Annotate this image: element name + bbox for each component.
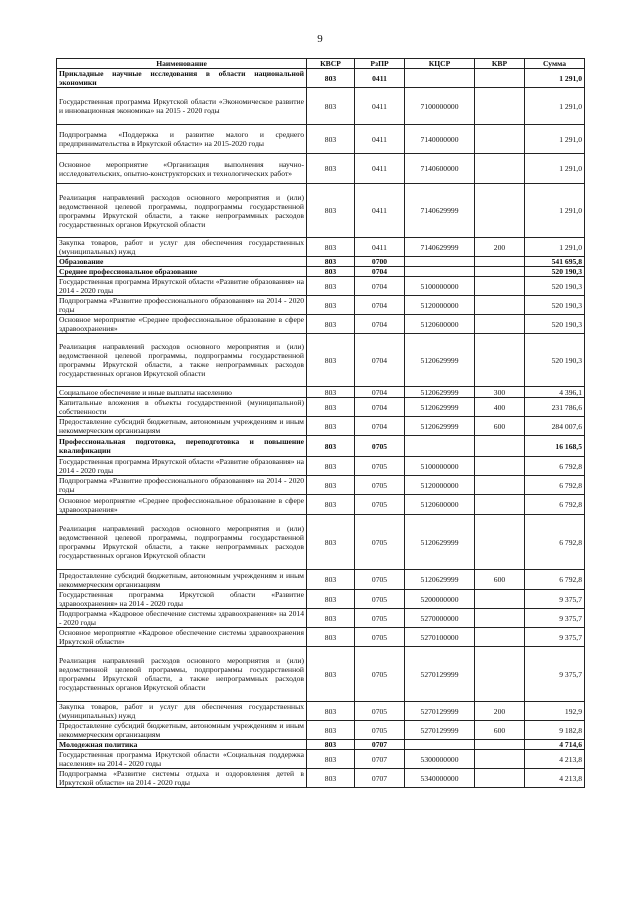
row-name: Государственная программа Иркутской области «Развитие образования» на 2014 - 2020 годы (57, 277, 307, 296)
row-kvr (475, 267, 525, 277)
row-kvr (475, 277, 525, 296)
row-kcsr: 5120629999 (405, 515, 475, 570)
row-rzpr: 0705 (355, 590, 405, 609)
row-sum: 9 375,7 (525, 647, 585, 702)
row-name: Предоставление субсидий бюджетным, автономным учреждениям и иным некоммерческим организациям (57, 417, 307, 436)
row-kvsr: 803 (307, 457, 355, 476)
row-kvr (475, 476, 525, 495)
row-rzpr: 0705 (355, 570, 405, 590)
budget-table (56, 58, 585, 788)
row-rzpr: 0705 (355, 609, 405, 628)
page-number: 9 (317, 33, 323, 45)
row-kvsr: 803 (307, 721, 355, 740)
row-kvsr: 803 (307, 628, 355, 647)
row-rzpr: 0704 (355, 296, 405, 315)
row-kcsr: 5120000000 (405, 296, 475, 315)
row-sum: 4 714,6 (525, 740, 585, 750)
row-sum: 16 168,5 (525, 436, 585, 457)
row-sum: 6 792,8 (525, 495, 585, 515)
row-kvsr: 803 (307, 334, 355, 387)
row-kcsr: 5120629999 (405, 398, 475, 417)
table-row (57, 721, 585, 740)
row-sum: 520 190,3 (525, 267, 585, 277)
row-rzpr: 0704 (355, 334, 405, 387)
row-kvr (475, 69, 525, 88)
row-name: Предоставление субсидий бюджетным, автономным учреждениям и иным некоммерческим организациям (57, 570, 307, 590)
table-row (57, 315, 585, 334)
row-name: Профессиональная подготовка, переподготовка и повышение квалификации (57, 436, 307, 457)
row-kcsr: 5300000000 (405, 750, 475, 769)
table-row (57, 125, 585, 154)
row-kvsr: 803 (307, 769, 355, 788)
row-name: Закупка товаров, работ и услуг для обеспечения государственных (муниципальных) нужд (57, 702, 307, 721)
row-name: Государственная программа Иркутской области «Экономическое развитие и инновационная экономика» на 2015 - 2020 годы (57, 88, 307, 125)
row-sum: 9 182,8 (525, 721, 585, 740)
row-kcsr: 5200000000 (405, 590, 475, 609)
header-kcsr: КЦСР (405, 59, 475, 69)
row-kcsr: 5120600000 (405, 495, 475, 515)
table-row (57, 417, 585, 436)
row-kcsr: 7140000000 (405, 125, 475, 154)
table-row (57, 750, 585, 769)
row-rzpr: 0707 (355, 769, 405, 788)
row-kvr: 400 (475, 398, 525, 417)
row-kvsr: 803 (307, 257, 355, 267)
row-kvr: 600 (475, 721, 525, 740)
row-kvsr: 803 (307, 609, 355, 628)
row-name: Капитальные вложения в объекты государственной (муниципальной) собственности (57, 398, 307, 417)
table-row (57, 277, 585, 296)
row-kvsr: 803 (307, 88, 355, 125)
row-kcsr (405, 257, 475, 267)
table-row (57, 702, 585, 721)
row-kvsr: 803 (307, 238, 355, 257)
row-kcsr: 7140600000 (405, 154, 475, 184)
row-sum: 6 792,8 (525, 457, 585, 476)
table-row (57, 457, 585, 476)
row-sum: 1 291,0 (525, 184, 585, 238)
row-sum: 6 792,8 (525, 476, 585, 495)
row-kcsr (405, 436, 475, 457)
table-row (57, 334, 585, 387)
row-kcsr: 5120629999 (405, 334, 475, 387)
row-kvr: 600 (475, 417, 525, 436)
table-row (57, 398, 585, 417)
header-rzpr: РзПР (355, 59, 405, 69)
row-name: Молодежная политика (57, 740, 307, 750)
row-kvr (475, 315, 525, 334)
row-kvsr: 803 (307, 702, 355, 721)
row-rzpr: 0704 (355, 267, 405, 277)
row-rzpr: 0705 (355, 515, 405, 570)
row-name: Государственная программа Иркутской области «Развитие образования» на 2014 - 2020 годы (57, 457, 307, 476)
row-kcsr (405, 740, 475, 750)
row-kvsr: 803 (307, 436, 355, 457)
row-rzpr: 0705 (355, 476, 405, 495)
row-kvr (475, 125, 525, 154)
row-kvsr: 803 (307, 476, 355, 495)
row-name: Основное мероприятие «Организация выполнения научно-исследовательских, опытно-конструкторских и технологических работ» (57, 154, 307, 184)
row-kvsr: 803 (307, 296, 355, 315)
row-name: Предоставление субсидий бюджетным, автономным учреждениям и иным некоммерческим организациям (57, 721, 307, 740)
row-rzpr: 0704 (355, 315, 405, 334)
row-kvr (475, 609, 525, 628)
table-row (57, 609, 585, 628)
table-row (57, 184, 585, 238)
table-row (57, 387, 585, 398)
row-sum: 6 792,8 (525, 515, 585, 570)
row-name: Реализация направлений расходов основного мероприятия и (или) ведомственной целевой программы, подпрограммы государственной программы Иркутской области, а также непрограммных расходов государственных органов Иркутской области (57, 515, 307, 570)
row-sum: 1 291,0 (525, 69, 585, 88)
row-name: Реализация направлений расходов основного мероприятия и (или) ведомственной целевой программы, подпрограммы государственной программы Иркутской области, а также непрограммных расходов государственных органов Иркутской области (57, 184, 307, 238)
table-row (57, 628, 585, 647)
row-kcsr: 5270000000 (405, 609, 475, 628)
row-kvr (475, 296, 525, 315)
row-rzpr: 0705 (355, 628, 405, 647)
table-row (57, 257, 585, 267)
table-row (57, 647, 585, 702)
row-name: Реализация направлений расходов основного мероприятия и (или) ведомственной целевой программы, подпрограммы государственной программы Иркутской области, а также непрограммных расходов государственных органов Иркутской области (57, 647, 307, 702)
header-sum: Сумма (525, 59, 585, 69)
row-rzpr: 0705 (355, 721, 405, 740)
header-name: Наименование (57, 59, 307, 69)
row-sum: 192,9 (525, 702, 585, 721)
table-row (57, 296, 585, 315)
row-kvsr: 803 (307, 315, 355, 334)
row-kcsr: 5100000000 (405, 457, 475, 476)
row-name: Государственная программа Иркутской области «Социальная поддержка населения» на 2014 - 2020 годы (57, 750, 307, 769)
row-rzpr: 0705 (355, 647, 405, 702)
table-row (57, 88, 585, 125)
row-rzpr: 0705 (355, 436, 405, 457)
row-name: Подпрограмма «Развитие системы отдыха и оздоровления детей в Иркутской области» на 2014 - 2020 годы (57, 769, 307, 788)
row-rzpr: 0707 (355, 740, 405, 750)
row-rzpr: 0704 (355, 277, 405, 296)
row-rzpr: 0705 (355, 702, 405, 721)
table-row (57, 436, 585, 457)
row-name: Подпрограмма «Развитие профессионального образования» на 2014 - 2020 годы (57, 296, 307, 315)
row-name: Образование (57, 257, 307, 267)
row-kvr: 200 (475, 702, 525, 721)
row-kcsr: 7100000000 (405, 88, 475, 125)
row-kvr: 600 (475, 570, 525, 590)
row-kcsr: 5120629999 (405, 417, 475, 436)
row-kvr (475, 628, 525, 647)
row-rzpr: 0411 (355, 69, 405, 88)
row-name: Реализация направлений расходов основного мероприятия и (или) ведомственной целевой программы, подпрограммы государственной программы Иркутской области, а также непрограммных расходов государственных органов Иркутской области (57, 334, 307, 387)
row-name: Государственная программа Иркутской области «Развитие здравоохранения» на 2014 - 2020 годы (57, 590, 307, 609)
row-kvsr: 803 (307, 647, 355, 702)
row-kcsr: 5270100000 (405, 628, 475, 647)
row-kcsr: 5340000000 (405, 769, 475, 788)
table-row (57, 476, 585, 495)
row-sum: 4 213,8 (525, 750, 585, 769)
row-rzpr: 0411 (355, 88, 405, 125)
table-row (57, 267, 585, 277)
row-kvr (475, 740, 525, 750)
row-kvr (475, 590, 525, 609)
row-sum: 284 007,6 (525, 417, 585, 436)
row-rzpr: 0707 (355, 750, 405, 769)
row-kvr (475, 184, 525, 238)
table-row (57, 590, 585, 609)
row-rzpr: 0411 (355, 125, 405, 154)
table-row (57, 570, 585, 590)
row-kvr: 200 (475, 238, 525, 257)
row-kvsr: 803 (307, 515, 355, 570)
row-sum: 4 213,8 (525, 769, 585, 788)
row-rzpr: 0700 (355, 257, 405, 267)
table-row (57, 238, 585, 257)
row-kvr (475, 495, 525, 515)
row-name: Основное мероприятие «Среднее профессиональное образование в сфере здравоохранения» (57, 495, 307, 515)
row-sum: 9 375,7 (525, 609, 585, 628)
row-kcsr: 7140629999 (405, 184, 475, 238)
row-kvsr: 803 (307, 154, 355, 184)
row-rzpr: 0411 (355, 154, 405, 184)
row-kvsr: 803 (307, 750, 355, 769)
row-name: Среднее профессиональное образование (57, 267, 307, 277)
table-body (57, 69, 585, 788)
row-kcsr: 5270129999 (405, 702, 475, 721)
row-sum: 9 375,7 (525, 628, 585, 647)
row-sum: 520 190,3 (525, 277, 585, 296)
row-rzpr: 0411 (355, 184, 405, 238)
table-row (57, 154, 585, 184)
row-kcsr: 5270129999 (405, 647, 475, 702)
row-name: Основное мероприятие «Среднее профессиональное образование в сфере здравоохранения» (57, 315, 307, 334)
row-name: Основное мероприятие «Кадровое обеспечение системы здравоохранения Иркутской области» (57, 628, 307, 647)
row-rzpr: 0705 (355, 457, 405, 476)
table-row (57, 740, 585, 750)
row-kcsr: 5270129999 (405, 721, 475, 740)
row-kcsr: 5120629999 (405, 387, 475, 398)
row-rzpr: 0705 (355, 495, 405, 515)
row-kcsr: 5100000000 (405, 277, 475, 296)
row-kvsr: 803 (307, 495, 355, 515)
row-kvsr: 803 (307, 590, 355, 609)
row-rzpr: 0704 (355, 398, 405, 417)
table-row (57, 69, 585, 88)
table-row (57, 515, 585, 570)
row-rzpr: 0704 (355, 387, 405, 398)
row-sum: 1 291,0 (525, 125, 585, 154)
row-kvr (475, 88, 525, 125)
row-kvsr: 803 (307, 387, 355, 398)
header-kvr: КВР (475, 59, 525, 69)
row-kcsr: 5120629999 (405, 570, 475, 590)
row-kvsr: 803 (307, 570, 355, 590)
row-sum: 1 291,0 (525, 238, 585, 257)
row-sum: 520 190,3 (525, 334, 585, 387)
row-name: Подпрограмма «Развитие профессионального образования» на 2014 - 2020 годы (57, 476, 307, 495)
row-sum: 231 786,6 (525, 398, 585, 417)
row-kvsr: 803 (307, 740, 355, 750)
row-kvr (475, 436, 525, 457)
row-kvsr: 803 (307, 277, 355, 296)
row-name: Подпрограмма «Кадровое обеспечение системы здравоохранения» на 2014 - 2020 годы (57, 609, 307, 628)
row-kcsr (405, 267, 475, 277)
row-kvr (475, 257, 525, 267)
row-kcsr: 5120600000 (405, 315, 475, 334)
row-sum: 1 291,0 (525, 154, 585, 184)
row-kvsr: 803 (307, 267, 355, 277)
row-kvsr: 803 (307, 69, 355, 88)
row-kvsr: 803 (307, 125, 355, 154)
row-kvr (475, 515, 525, 570)
row-sum: 4 396,1 (525, 387, 585, 398)
row-name: Подпрограмма «Поддержка и развитие малого и среднего предпринимательства в Иркутской области» на 2015-2020 годы (57, 125, 307, 154)
row-kvr: 300 (475, 387, 525, 398)
row-kvsr: 803 (307, 417, 355, 436)
row-kvr (475, 334, 525, 387)
row-sum: 520 190,3 (525, 296, 585, 315)
table-row (57, 769, 585, 788)
table-header-row (57, 59, 585, 69)
header-kvsr: КВСР (307, 59, 355, 69)
row-name: Социальное обеспечение и иные выплаты населению (57, 387, 307, 398)
row-kcsr: 7140629999 (405, 238, 475, 257)
row-kvsr: 803 (307, 184, 355, 238)
row-sum: 6 792,8 (525, 570, 585, 590)
row-sum: 541 695,8 (525, 257, 585, 267)
table-row (57, 495, 585, 515)
row-name: Прикладные научные исследования в области национальной экономики (57, 69, 307, 88)
row-rzpr: 0411 (355, 238, 405, 257)
row-kcsr: 5120000000 (405, 476, 475, 495)
row-kvr (475, 750, 525, 769)
row-sum: 1 291,0 (525, 88, 585, 125)
row-kvr (475, 647, 525, 702)
row-kvr (475, 457, 525, 476)
row-kvsr: 803 (307, 398, 355, 417)
row-sum: 9 375,7 (525, 590, 585, 609)
row-sum: 520 190,3 (525, 315, 585, 334)
row-kcsr (405, 69, 475, 88)
row-name: Закупка товаров, работ и услуг для обеспечения государственных (муниципальных) нужд (57, 238, 307, 257)
row-kvr (475, 154, 525, 184)
row-rzpr: 0704 (355, 417, 405, 436)
row-kvr (475, 769, 525, 788)
